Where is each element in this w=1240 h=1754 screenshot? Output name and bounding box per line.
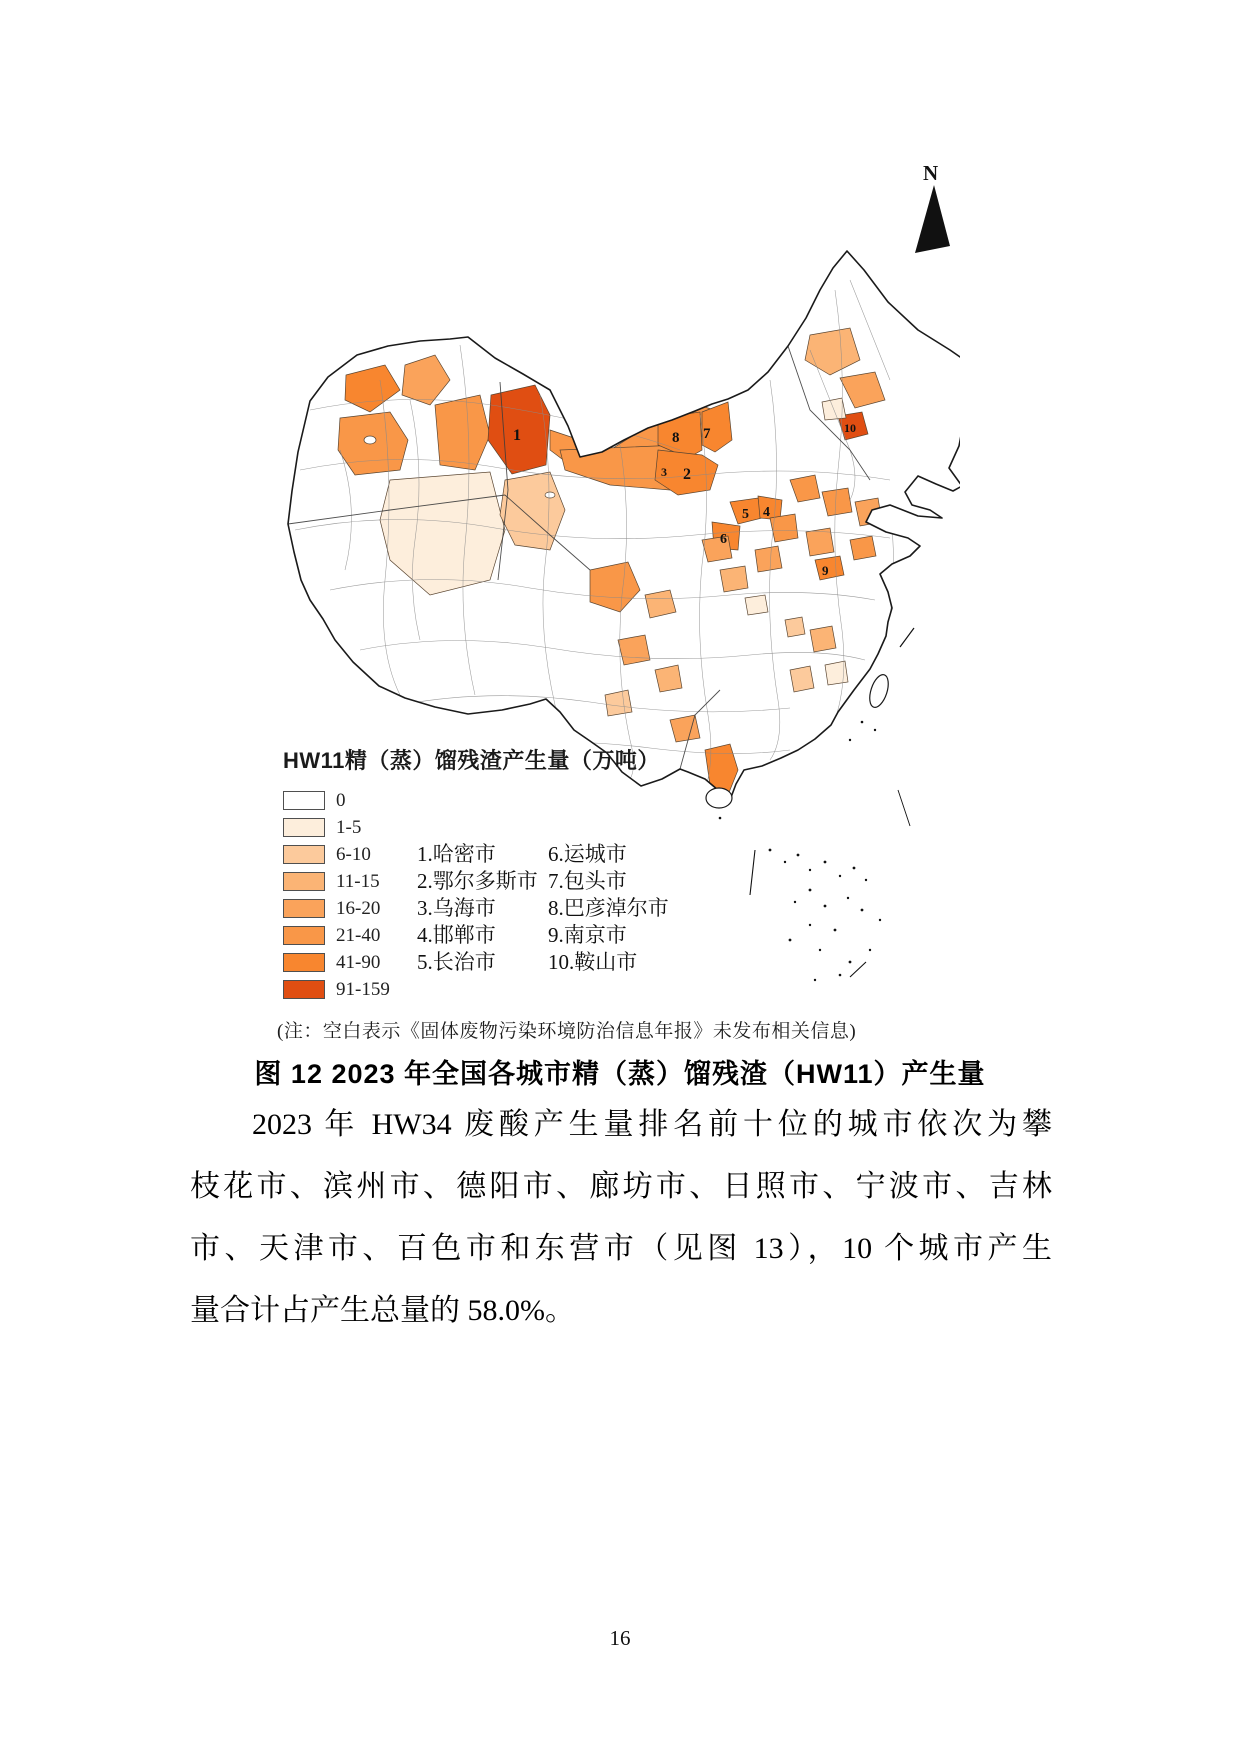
map-label-7: 7 [703, 426, 711, 442]
map-label-3: 3 [661, 465, 667, 479]
legend-title: HW11精（蒸）馏残渣产生量（万吨） [283, 748, 660, 773]
body-paragraph [190, 1094, 1052, 1342]
legend-label: 1-5 [336, 816, 362, 838]
legend-label: 11-15 [336, 870, 380, 892]
city-rank-3: 3.乌海市 [417, 895, 496, 920]
paragraph-line: 量合计占产生总量的 58.0%。 [190, 1294, 575, 1327]
legend-row [283, 787, 663, 814]
top-cities-list [417, 839, 717, 974]
city-rank-2: 2.鄂尔多斯市 [417, 868, 538, 893]
legend-label: 91-159 [336, 978, 390, 1000]
city-rank-10: 10.鞍山市 [548, 949, 638, 974]
map-label-5: 5 [742, 507, 749, 522]
paragraph-line: 枝花市、滨州市、德阳市、廊坊市、日照市、宁波市、吉林 [190, 1170, 1052, 1203]
legend-label: 0 [336, 789, 346, 811]
city-rank-6: 6.运城市 [548, 841, 627, 866]
figure-note: (注：空白表示《固体废物污染环境防治信息年报》未发布相关信息) [277, 1021, 857, 1042]
city-row [417, 920, 717, 947]
paragraph-line: 市、天津市、百色市和东营市（见图 13），10 个城市产生 [190, 1232, 1052, 1265]
north-arrow [915, 161, 950, 253]
paragraph-line: 2023 年 HW34 废酸产生量排名前十位的城市依次为攀 [252, 1108, 1052, 1141]
legend-label: 21-40 [336, 924, 381, 946]
city-rank-1: 1.哈密市 [417, 841, 496, 866]
map-label-1: 1 [513, 427, 521, 444]
city-rank-5: 5.长治市 [417, 949, 496, 974]
map-label-6: 6 [720, 532, 727, 547]
city-rank-9: 9.南京市 [548, 922, 627, 947]
figure-caption: 图 12 2023 年全国各城市精（蒸）馏残渣（HW11）产生量 [254, 1059, 986, 1089]
legend-row [283, 976, 663, 1003]
map-label-8: 8 [672, 430, 680, 446]
map-label-2: 2 [683, 466, 691, 483]
map-label-4: 4 [763, 505, 770, 520]
taiwan-island [866, 672, 892, 709]
legend-swatch [283, 845, 325, 864]
legend-swatch [283, 899, 325, 918]
legend-label: 41-90 [336, 951, 381, 973]
legend-swatch [283, 818, 325, 837]
city-row [417, 839, 717, 866]
city-row [417, 947, 717, 974]
legend-label: 16-20 [336, 897, 381, 919]
map-label-10: 10 [844, 421, 856, 435]
page-number: 16 [609, 1626, 631, 1650]
city-row [417, 866, 717, 893]
legend-swatch [283, 980, 325, 999]
hainan-island [706, 788, 732, 808]
north-arrow-icon [915, 185, 950, 253]
north-label: N [923, 161, 939, 185]
map-label-9: 9 [822, 563, 829, 578]
legend-swatch [283, 872, 325, 891]
city-rank-7: 7.包头市 [548, 868, 627, 893]
lake [545, 492, 555, 498]
legend-swatch [283, 791, 325, 810]
city-rank-8: 8.巴彦淖尔市 [548, 895, 669, 920]
legend-label: 6-10 [336, 843, 371, 865]
city-rank-4: 4.邯郸市 [417, 922, 496, 947]
legend-swatch [283, 926, 325, 945]
city-row [417, 893, 717, 920]
legend-swatch [283, 953, 325, 972]
lake [364, 436, 376, 444]
